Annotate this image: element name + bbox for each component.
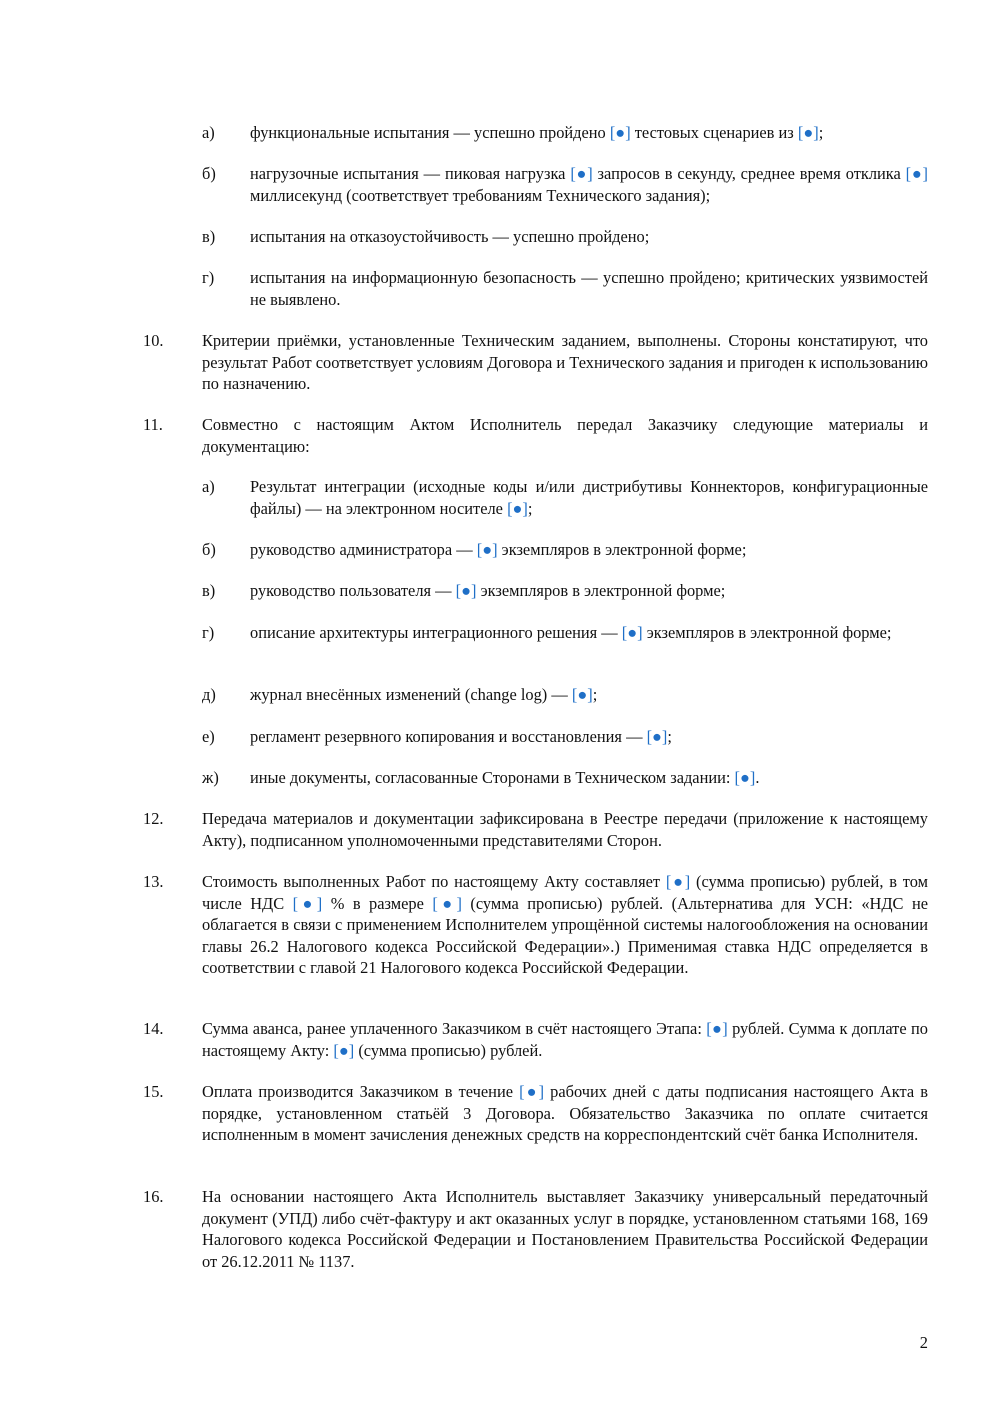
item-marker: 10. xyxy=(143,331,164,350)
item-text: руководство администратора — [●] экземпляров в электронной форме; xyxy=(250,540,747,559)
item-marker: 11. xyxy=(143,415,163,434)
placeholder-mark: [●] xyxy=(570,164,593,183)
item-marker: 14. xyxy=(143,1019,164,1038)
item-marker: б) xyxy=(202,164,216,183)
placeholder-mark: [●] xyxy=(609,123,631,142)
item-marker: д) xyxy=(202,685,216,704)
placeholder-mark: [●] xyxy=(646,727,668,746)
placeholder-mark: [●] xyxy=(905,164,929,183)
item-text: Стоимость выполненных Работ по настоящему Акту составляет [●] (сумма прописью) рублей, в том числе НДС [●] % в размере [●] (сумма прописью) рублей. (Альтернатива для УСН: «НДС не облагается в связи с применением Исполнителем упрощённой системы налогообложения на основании главы 26.2 Налогового кодекса Российской Федерации».) Применимая ставка НДС определяется в соответствии с главой 21 Налогового кодекса Российской Федерации. xyxy=(202,872,928,977)
list-item xyxy=(202,726,928,748)
item-marker: г) xyxy=(202,623,215,642)
placeholder-mark: [●] xyxy=(333,1040,355,1060)
item-marker: а) xyxy=(202,123,215,142)
list-item xyxy=(202,767,928,789)
item-text: Сумма аванса, ранее уплаченного Заказчиком в счёт настоящего Этапа: [●] рублей. Сумма к доплате по настоящему Акту: [●] (сумма прописью) рублей. xyxy=(202,1019,928,1060)
placeholder-mark: [●] xyxy=(292,893,323,913)
placeholder-mark: [●] xyxy=(476,540,498,559)
numbered-paragraph xyxy=(143,1018,928,1061)
numbered-paragraph xyxy=(143,330,928,395)
item-text: испытания на отказоустойчивость — успешно пройдено; xyxy=(250,227,650,246)
placeholder-mark: [●] xyxy=(432,893,462,913)
item-marker: 16. xyxy=(143,1187,164,1206)
numbered-paragraph xyxy=(143,871,928,979)
item-text: Результат интеграции (исходные коды и/или дистрибутивы Коннекторов, конфигурационные файлы) — на электронном носителе [●]; xyxy=(250,477,928,518)
placeholder-mark: [●] xyxy=(571,685,593,704)
page-number: 2 xyxy=(919,1333,928,1352)
item-marker: 12. xyxy=(143,809,164,828)
list-item xyxy=(202,226,928,248)
item-marker: е) xyxy=(202,727,215,746)
item-marker: г) xyxy=(202,268,215,287)
placeholder-mark: [●] xyxy=(706,1019,728,1038)
item-marker: в) xyxy=(202,227,216,246)
placeholder-mark: [●] xyxy=(621,623,643,642)
list-item xyxy=(202,580,928,602)
placeholder-mark: [●] xyxy=(519,1082,545,1101)
item-marker: ж) xyxy=(202,768,219,787)
item-marker: 13. xyxy=(143,872,164,891)
item-marker: в) xyxy=(202,581,216,600)
list-item xyxy=(202,684,928,706)
item-text: иные документы, согласованные Сторонами в Техническом задании: [●]. xyxy=(250,768,760,787)
item-text: На основании настоящего Акта Исполнитель выставляет Заказчику универсальный передаточный документ (УПД) либо счёт-фактуру и акт оказанных услуг в порядке, установленном статьями 168, 169 Налогового кодекса Российской Федерации и Постановлением Правительства Российской Федерации от 26.12.2011 № 1137. xyxy=(202,1187,928,1271)
list-item xyxy=(202,539,928,561)
list-item xyxy=(202,267,928,310)
placeholder-mark: [●] xyxy=(734,768,756,787)
item-text: Оплата производится Заказчиком в течение [●] рабочих дней с даты подписания настоящего Акта в порядке, установленном статьёй 3 Договора. Обязательство Заказчика по оплате считается исполненным в момент зачисления денежных средств на корреспондентский счёт банка Исполнителя. xyxy=(202,1082,928,1144)
placeholder-mark: [●] xyxy=(797,123,819,142)
item-text: Передача материалов и документации зафиксирована в Реестре передачи (приложение к настоящему Акту), подписанном уполномоченными представителями Сторон. xyxy=(202,809,928,850)
item-text: Совместно с настоящим Актом Исполнитель передал Заказчику следующие материалы и документацию: xyxy=(202,415,928,456)
item-text: регламент резервного копирования и восстановления — [●]; xyxy=(250,727,672,746)
item-text: нагрузочные испытания — пиковая нагрузка [●] запросов в секунду, среднее время отклика [●] миллисекунд (соответствует требованиям Технического задания); xyxy=(250,164,929,205)
item-marker: б) xyxy=(202,540,216,559)
item-text: описание архитектуры интеграционного решения — [●] экземпляров в электронной форме; xyxy=(250,623,892,642)
item-text: Критерии приёмки, установленные Техническим заданием, выполнены. Стороны констатируют, что результат Работ соответствует условиям Договора и Технического задания и пригоден к использованию по назначению. xyxy=(202,331,928,393)
placeholder-mark: [●] xyxy=(455,581,477,600)
numbered-paragraph xyxy=(143,1081,928,1146)
item-text: испытания на информационную безопасность — успешно пройдено; критических уязвимостей не выявлено. xyxy=(250,268,928,309)
placeholder-mark: [●] xyxy=(507,498,528,518)
item-marker: 15. xyxy=(143,1082,164,1101)
item-text: функциональные испытания — успешно пройдено [●] тестовых сценариев из [●]; xyxy=(250,123,824,142)
item-marker: а) xyxy=(202,477,215,496)
numbered-paragraph xyxy=(143,1186,928,1272)
numbered-paragraph xyxy=(143,414,928,457)
list-item xyxy=(202,622,928,644)
list-item xyxy=(202,476,928,519)
placeholder-mark: [●] xyxy=(665,872,691,891)
item-text: журнал внесённых изменений (change log) — [●]; xyxy=(250,685,598,704)
list-item xyxy=(202,163,928,206)
list-item xyxy=(202,122,928,144)
numbered-paragraph xyxy=(143,808,928,851)
item-text: руководство пользователя — [●] экземпляров в электронной форме; xyxy=(250,581,726,600)
